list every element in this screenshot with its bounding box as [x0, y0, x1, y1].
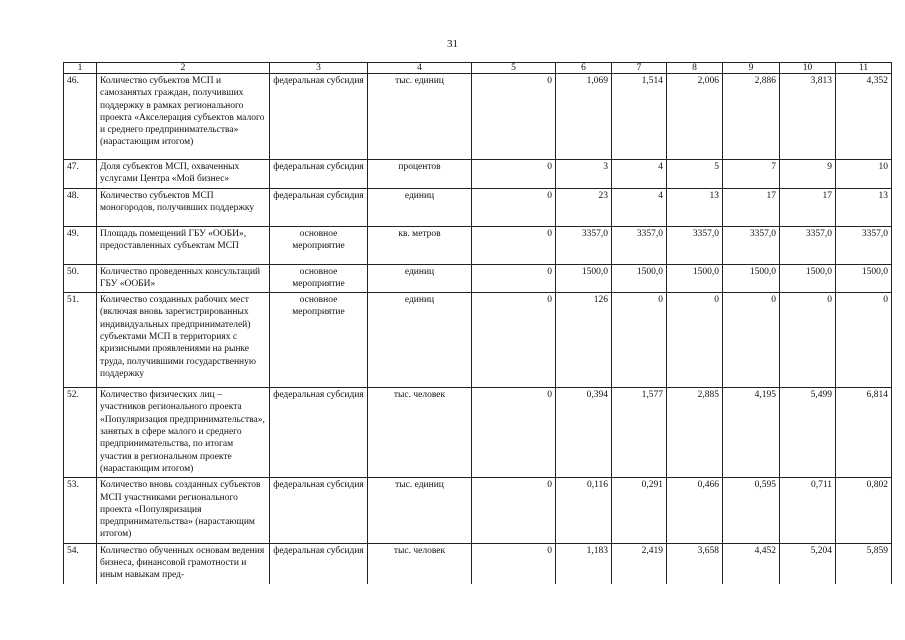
table-row: [64, 160, 892, 189]
funding-source: основное мероприятие: [270, 264, 368, 293]
column-number: 7: [612, 63, 667, 74]
row-number: 50.: [64, 264, 97, 293]
value-cell: 0: [780, 293, 836, 388]
value-cell: 3,813: [780, 74, 836, 160]
value-cell: 1,577: [612, 388, 667, 478]
column-number: 6: [556, 63, 612, 74]
indicator-name: Доля субъектов МСП, охваченных услугами Центра «Мой бизнес»: [97, 160, 270, 189]
indicator-name: Количество субъектов МСП моногородов, получивших поддержку: [97, 188, 270, 226]
column-number: 1: [64, 63, 97, 74]
funding-source: федеральная субсидия: [270, 388, 368, 478]
value-cell: 1500,0: [836, 264, 892, 293]
value-cell: 126: [556, 293, 612, 388]
indicator-name: Количество проведенных консультаций ГБУ «ООБИ»: [97, 264, 270, 293]
value-cell: 0: [723, 293, 780, 388]
indicator-name: Площадь помещений ГБУ «ООБИ», предоставленных субъектам МСП: [97, 226, 270, 264]
indicator-name: Количество обученных основам ведения бизнеса, финансовой грамотности и иным навыкам пред-: [97, 543, 270, 583]
table-row: [64, 543, 892, 583]
column-number: 5: [472, 63, 556, 74]
column-number: 3: [270, 63, 368, 74]
value-cell: 1500,0: [612, 264, 667, 293]
funding-source: федеральная субсидия: [270, 543, 368, 583]
row-number: 54.: [64, 543, 97, 583]
unit-of-measure: кв. метров: [368, 226, 472, 264]
indicator-name: Количество вновь созданных субъектов МСП участниками регионального проекта «Популяризация предпринимательства» (нарастающим итогом): [97, 478, 270, 543]
value-cell: 1500,0: [780, 264, 836, 293]
value-cell: 0: [472, 264, 556, 293]
value-cell: 0,116: [556, 478, 612, 543]
column-number-row: [64, 63, 892, 74]
value-cell: 2,886: [723, 74, 780, 160]
row-number: 46.: [64, 74, 97, 160]
row-number: 47.: [64, 160, 97, 189]
value-cell: 0,711: [780, 478, 836, 543]
value-cell: 5,499: [780, 388, 836, 478]
value-cell: 2,006: [667, 74, 723, 160]
value-cell: 4,452: [723, 543, 780, 583]
value-cell: 1500,0: [723, 264, 780, 293]
value-cell: 1500,0: [667, 264, 723, 293]
value-cell: 1,069: [556, 74, 612, 160]
value-cell: 0,466: [667, 478, 723, 543]
value-cell: 0: [667, 293, 723, 388]
value-cell: 3357,0: [723, 226, 780, 264]
unit-of-measure: процентов: [368, 160, 472, 189]
funding-source: федеральная субсидия: [270, 478, 368, 543]
unit-of-measure: единиц: [368, 188, 472, 226]
value-cell: 0: [472, 226, 556, 264]
value-cell: 4: [612, 160, 667, 189]
indicator-name: Количество физических лиц – участников регионального проекта «Популяризация предпринимательства», занятых в сфере малого и среднего предпринимательства, по итогам участия в региональном проекте (нарастающим итогом): [97, 388, 270, 478]
row-number: 48.: [64, 188, 97, 226]
value-cell: 3357,0: [780, 226, 836, 264]
column-number: 9: [723, 63, 780, 74]
table-row: [64, 293, 892, 388]
table-row: [64, 74, 892, 160]
value-cell: 23: [556, 188, 612, 226]
value-cell: 0,595: [723, 478, 780, 543]
funding-source: основное мероприятие: [270, 293, 368, 388]
column-number: 2: [97, 63, 270, 74]
value-cell: 0: [472, 74, 556, 160]
value-cell: 0: [472, 160, 556, 189]
value-cell: 4,195: [723, 388, 780, 478]
value-cell: 13: [667, 188, 723, 226]
table-row: [64, 188, 892, 226]
value-cell: 10: [836, 160, 892, 189]
value-cell: 2,419: [612, 543, 667, 583]
value-cell: 0,802: [836, 478, 892, 543]
column-number: 4: [368, 63, 472, 74]
unit-of-measure: тыс. единиц: [368, 478, 472, 543]
table-body: [64, 63, 892, 584]
value-cell: 4: [612, 188, 667, 226]
value-cell: 0,394: [556, 388, 612, 478]
funding-source: федеральная субсидия: [270, 74, 368, 160]
value-cell: 3357,0: [556, 226, 612, 264]
value-cell: 1500,0: [556, 264, 612, 293]
value-cell: 0: [472, 188, 556, 226]
unit-of-measure: тыс. человек: [368, 388, 472, 478]
unit-of-measure: единиц: [368, 264, 472, 293]
value-cell: 5,859: [836, 543, 892, 583]
table-row: [64, 478, 892, 543]
value-cell: 3,658: [667, 543, 723, 583]
value-cell: 9: [780, 160, 836, 189]
value-cell: 17: [780, 188, 836, 226]
funding-source: основное мероприятие: [270, 226, 368, 264]
table-row: [64, 264, 892, 293]
value-cell: 1,514: [612, 74, 667, 160]
value-cell: 3: [556, 160, 612, 189]
column-number: 11: [836, 63, 892, 74]
value-cell: 0: [472, 293, 556, 388]
funding-source: федеральная субсидия: [270, 160, 368, 189]
value-cell: 5,204: [780, 543, 836, 583]
indicators-table: [63, 62, 892, 584]
value-cell: 3357,0: [836, 226, 892, 264]
table-row: [64, 226, 892, 264]
value-cell: 17: [723, 188, 780, 226]
column-number: 10: [780, 63, 836, 74]
row-number: 52.: [64, 388, 97, 478]
value-cell: 0,291: [612, 478, 667, 543]
value-cell: 3357,0: [667, 226, 723, 264]
unit-of-measure: тыс. единиц: [368, 74, 472, 160]
row-number: 53.: [64, 478, 97, 543]
table-row: [64, 388, 892, 478]
value-cell: 7: [723, 160, 780, 189]
row-number: 49.: [64, 226, 97, 264]
page-number: 31: [447, 38, 458, 50]
value-cell: 0: [472, 478, 556, 543]
unit-of-measure: единиц: [368, 293, 472, 388]
funding-source: федеральная субсидия: [270, 188, 368, 226]
indicator-name: Количество созданных рабочих мест (включая вновь зарегистрированных индивидуальных предпринимателей) субъектами МСП в территориях с кризисными проявлениями на рынке труда, получившими государственную поддержку: [97, 293, 270, 388]
value-cell: 0: [472, 388, 556, 478]
indicator-name: Количество субъектов МСП и самозанятых граждан, получивших поддержку в рамках регионального проекта «Акселерация субъектов малого и среднего предпринимательства» (нарастающим итогом): [97, 74, 270, 160]
value-cell: 0: [472, 543, 556, 583]
column-number: 8: [667, 63, 723, 74]
row-number: 51.: [64, 293, 97, 388]
value-cell: 5: [667, 160, 723, 189]
value-cell: 3357,0: [612, 226, 667, 264]
value-cell: 0: [836, 293, 892, 388]
unit-of-measure: тыс. человек: [368, 543, 472, 583]
value-cell: 13: [836, 188, 892, 226]
value-cell: 1,183: [556, 543, 612, 583]
value-cell: 0: [612, 293, 667, 388]
value-cell: 2,885: [667, 388, 723, 478]
value-cell: 6,814: [836, 388, 892, 478]
value-cell: 4,352: [836, 74, 892, 160]
